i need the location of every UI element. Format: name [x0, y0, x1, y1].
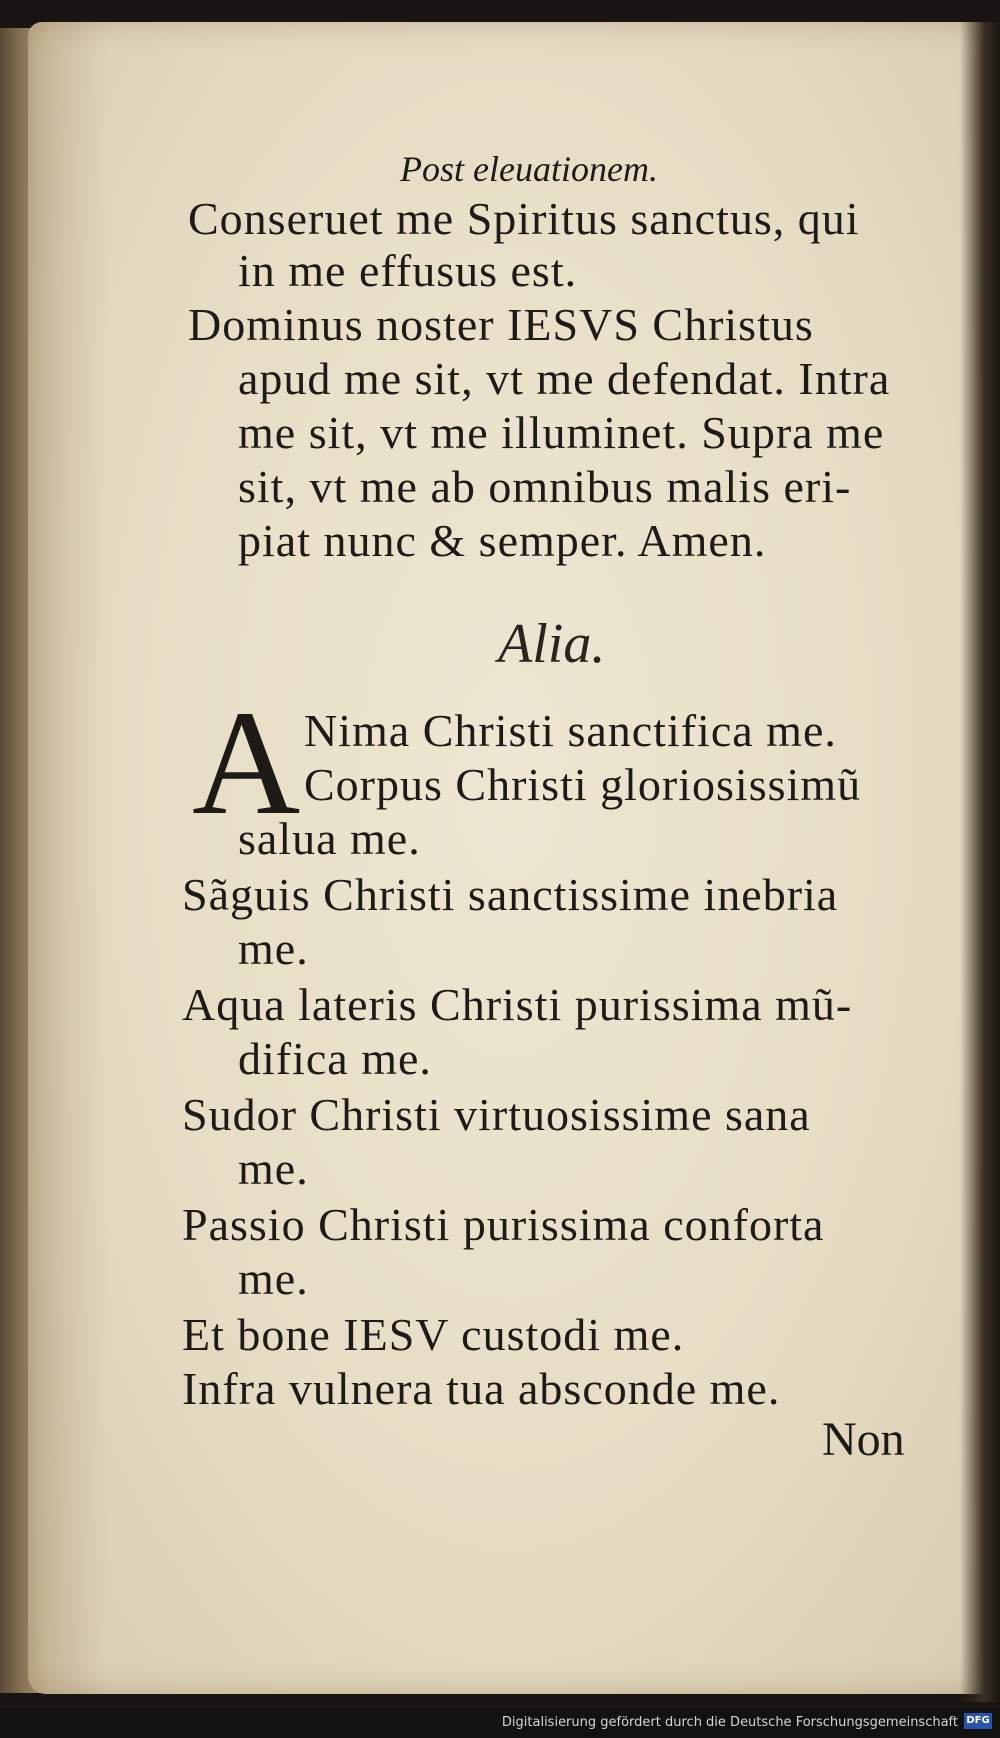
- prayer-line: Aqua lateris Christi purissima mũ-: [182, 979, 853, 1030]
- prayer-line: Sãguis Christi sanctissime inebria: [182, 869, 839, 920]
- catchword: Non: [822, 1413, 905, 1466]
- page-gutter-shade: [28, 22, 108, 1694]
- prayer-line: Infra vulnera tua absconde me.: [182, 1363, 781, 1414]
- prayer-line: me.: [238, 1253, 309, 1304]
- prayer-line: me.: [238, 1143, 309, 1194]
- footer-credit: Digitalisierung gefördert durch die Deutsche Forschungsgemeinschaft: [501, 1715, 958, 1730]
- prayer-line: me.: [238, 923, 309, 974]
- text-line: sit, vt me ab omnibus malis eri-: [238, 461, 852, 512]
- page-edge-shadow: [960, 22, 1000, 1702]
- prayer-line: salua me.: [238, 813, 421, 864]
- section-heading: Alia.: [498, 613, 606, 675]
- text-line: me sit, vt me illuminet. Supra me: [238, 407, 885, 458]
- dfg-logo: DFG: [964, 1713, 992, 1729]
- prayer-line: Sudor Christi virtuosissime sana: [182, 1089, 811, 1140]
- text-line: Dominus noster IESVS Christus: [188, 299, 814, 350]
- text-line: Conseruet me Spiritus sanctus, qui: [188, 193, 860, 244]
- text-line: apud me sit, vt me defendat. Intra: [238, 353, 891, 404]
- prayer-line: Corpus Christi gloriosissimũ: [304, 759, 862, 810]
- prayer-line: Passio Christi purissima conforta: [182, 1199, 825, 1250]
- running-head: Post eleuationem.: [400, 149, 658, 189]
- drop-cap: A: [192, 680, 301, 846]
- text-line: in me effusus est.: [238, 245, 578, 296]
- prayer-line: Et bone IESV custodi me.: [182, 1309, 685, 1360]
- prayer-line: Nima Christi sanctifica me.: [304, 705, 837, 756]
- prayer-line: difica me.: [238, 1033, 432, 1084]
- text-line: piat nunc & semper. Amen.: [238, 515, 767, 566]
